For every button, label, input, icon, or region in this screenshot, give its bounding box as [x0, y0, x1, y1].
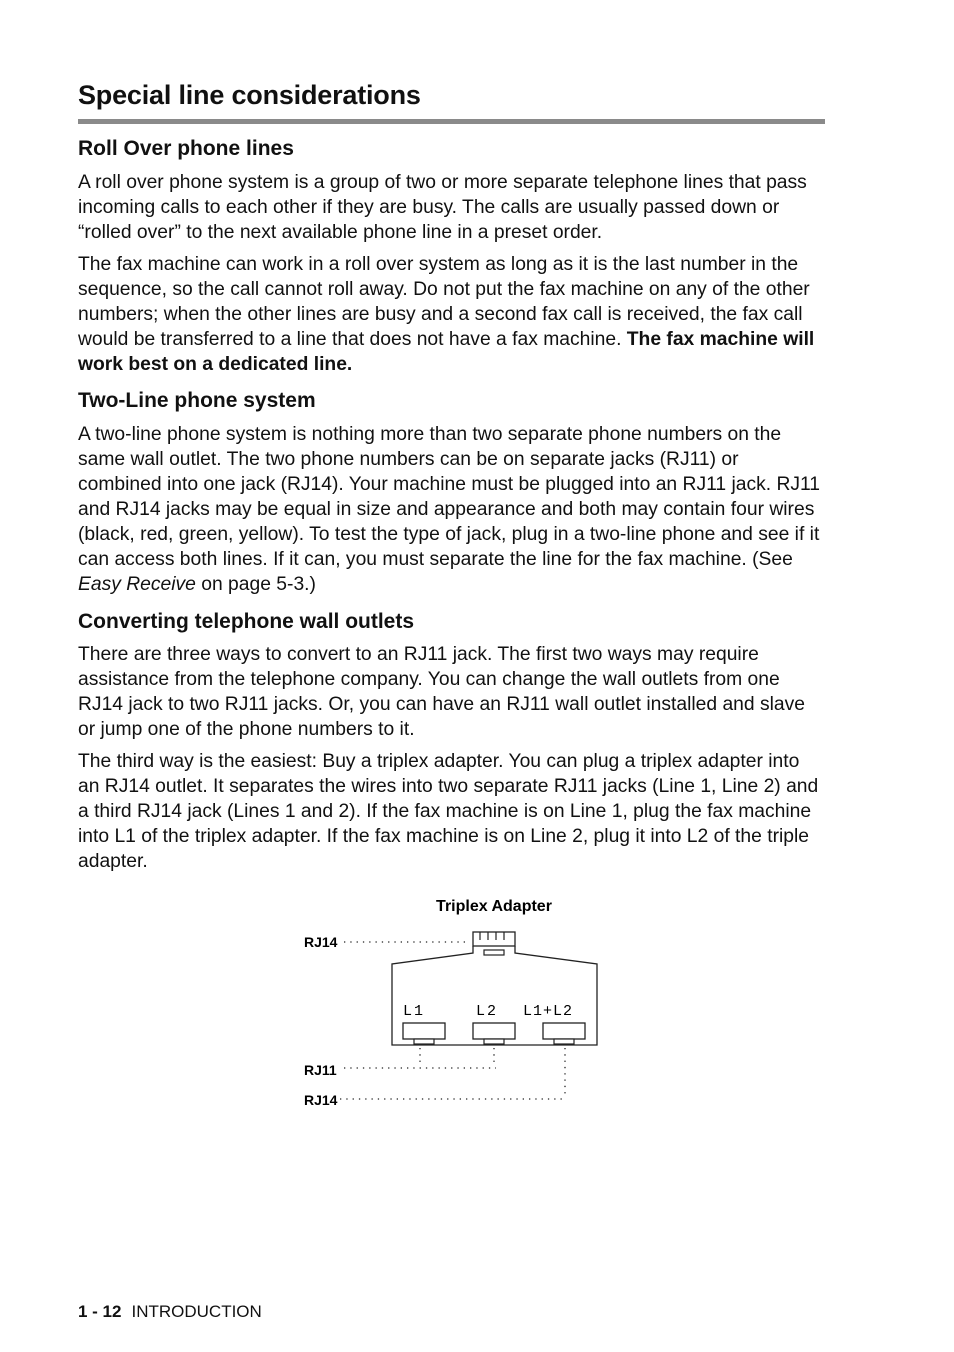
jack-l1l2	[543, 1023, 585, 1039]
jack-label-l1l2: L1+L2	[523, 1003, 574, 1020]
jack-label-l2: L2	[476, 1003, 499, 1020]
footer-section: INTRODUCTION	[131, 1302, 262, 1321]
heading-twoline: Two-Line phone system	[78, 389, 316, 412]
heading-converting: Converting telephone wall outlets	[78, 610, 415, 633]
triplex-adapter-diagram	[300, 890, 620, 1120]
rollover-p2-text: The fax machine can work in a roll over system as long as it is the last number in the sequence, so the call cannot roll away. Do not put the fax machine on any of the other numbers; when the other lines are busy and a second fax call is received, the fax call would be transferred to a line that does not have a fax machine.	[78, 254, 810, 350]
twoline-paragraph	[78, 422, 826, 597]
title-rule	[78, 119, 825, 124]
page-title: Special line considerations	[78, 80, 421, 110]
page-number: 1 - 12	[78, 1302, 122, 1321]
heading-rollover: Roll Over phone lines	[78, 137, 294, 160]
twoline-end: on page 5-3.)	[195, 574, 316, 595]
twoline-italic-ref: Easy Receive	[78, 574, 196, 595]
converting-paragraph-2: The third way is the easiest: Buy a triplex adapter. You can plug a triplex adapter into an RJ14 outlet. It separates the wires into two separate RJ11 jacks (Line 1, Line 2) and a third RJ14 jack (Lines 1 and 2). If the fax machine is on Line 1, plug the fax machine into L1 of the triplex adapter. If the fax machine is on Line 2, plug it into L2 of the triple adapter.	[78, 751, 819, 872]
label-rj14-top: RJ14	[304, 934, 338, 950]
diagram-title: Triplex Adapter	[436, 898, 552, 915]
label-rj14-bottom: RJ14	[304, 1092, 338, 1108]
jack-l2	[473, 1023, 515, 1039]
rollover-p2-bold: The fax machine will work best on a dedicated line.	[78, 329, 815, 375]
rj14-plug-latch	[484, 950, 504, 955]
rollover-paragraph-2	[78, 252, 826, 377]
converting-paragraph-1: There are three ways to convert to an RJ11 jack. The first two ways may require assistance from the telephone company. You can change the wall outlets from one RJ14 jack to two RJ11 jacks. Or, you can have an RJ11 wall outlet installed and slave or jump one of the phone numbers to it.	[78, 644, 805, 740]
page-footer	[78, 1302, 262, 1322]
rj14-plug	[473, 932, 515, 946]
jack-label-l1: L1	[403, 1003, 426, 1020]
rollover-paragraph-1: A roll over phone system is a group of two or more separate telephone lines that pass incoming calls to each other if they are busy. The calls are usually passed down or “rolled over” to the next available phone line in a preset order.	[78, 172, 807, 243]
jack-l1	[403, 1023, 445, 1039]
label-rj11: RJ11	[304, 1062, 337, 1078]
twoline-text: A two-line phone system is nothing more than two separate phone numbers on the same wall outlet. The two phone numbers can be on separate jacks (RJ11) or combined into one jack (RJ14). Your machine must be plugged into an RJ11 jack. RJ11 and RJ14 jacks may be equal in size and appearance and both may contain four wires (black, red, green, yellow). To test the type of jack, plug in a two-line phone and see if it can access both lines. If it can, you must separate the line for the fax machine. (See	[78, 424, 821, 570]
